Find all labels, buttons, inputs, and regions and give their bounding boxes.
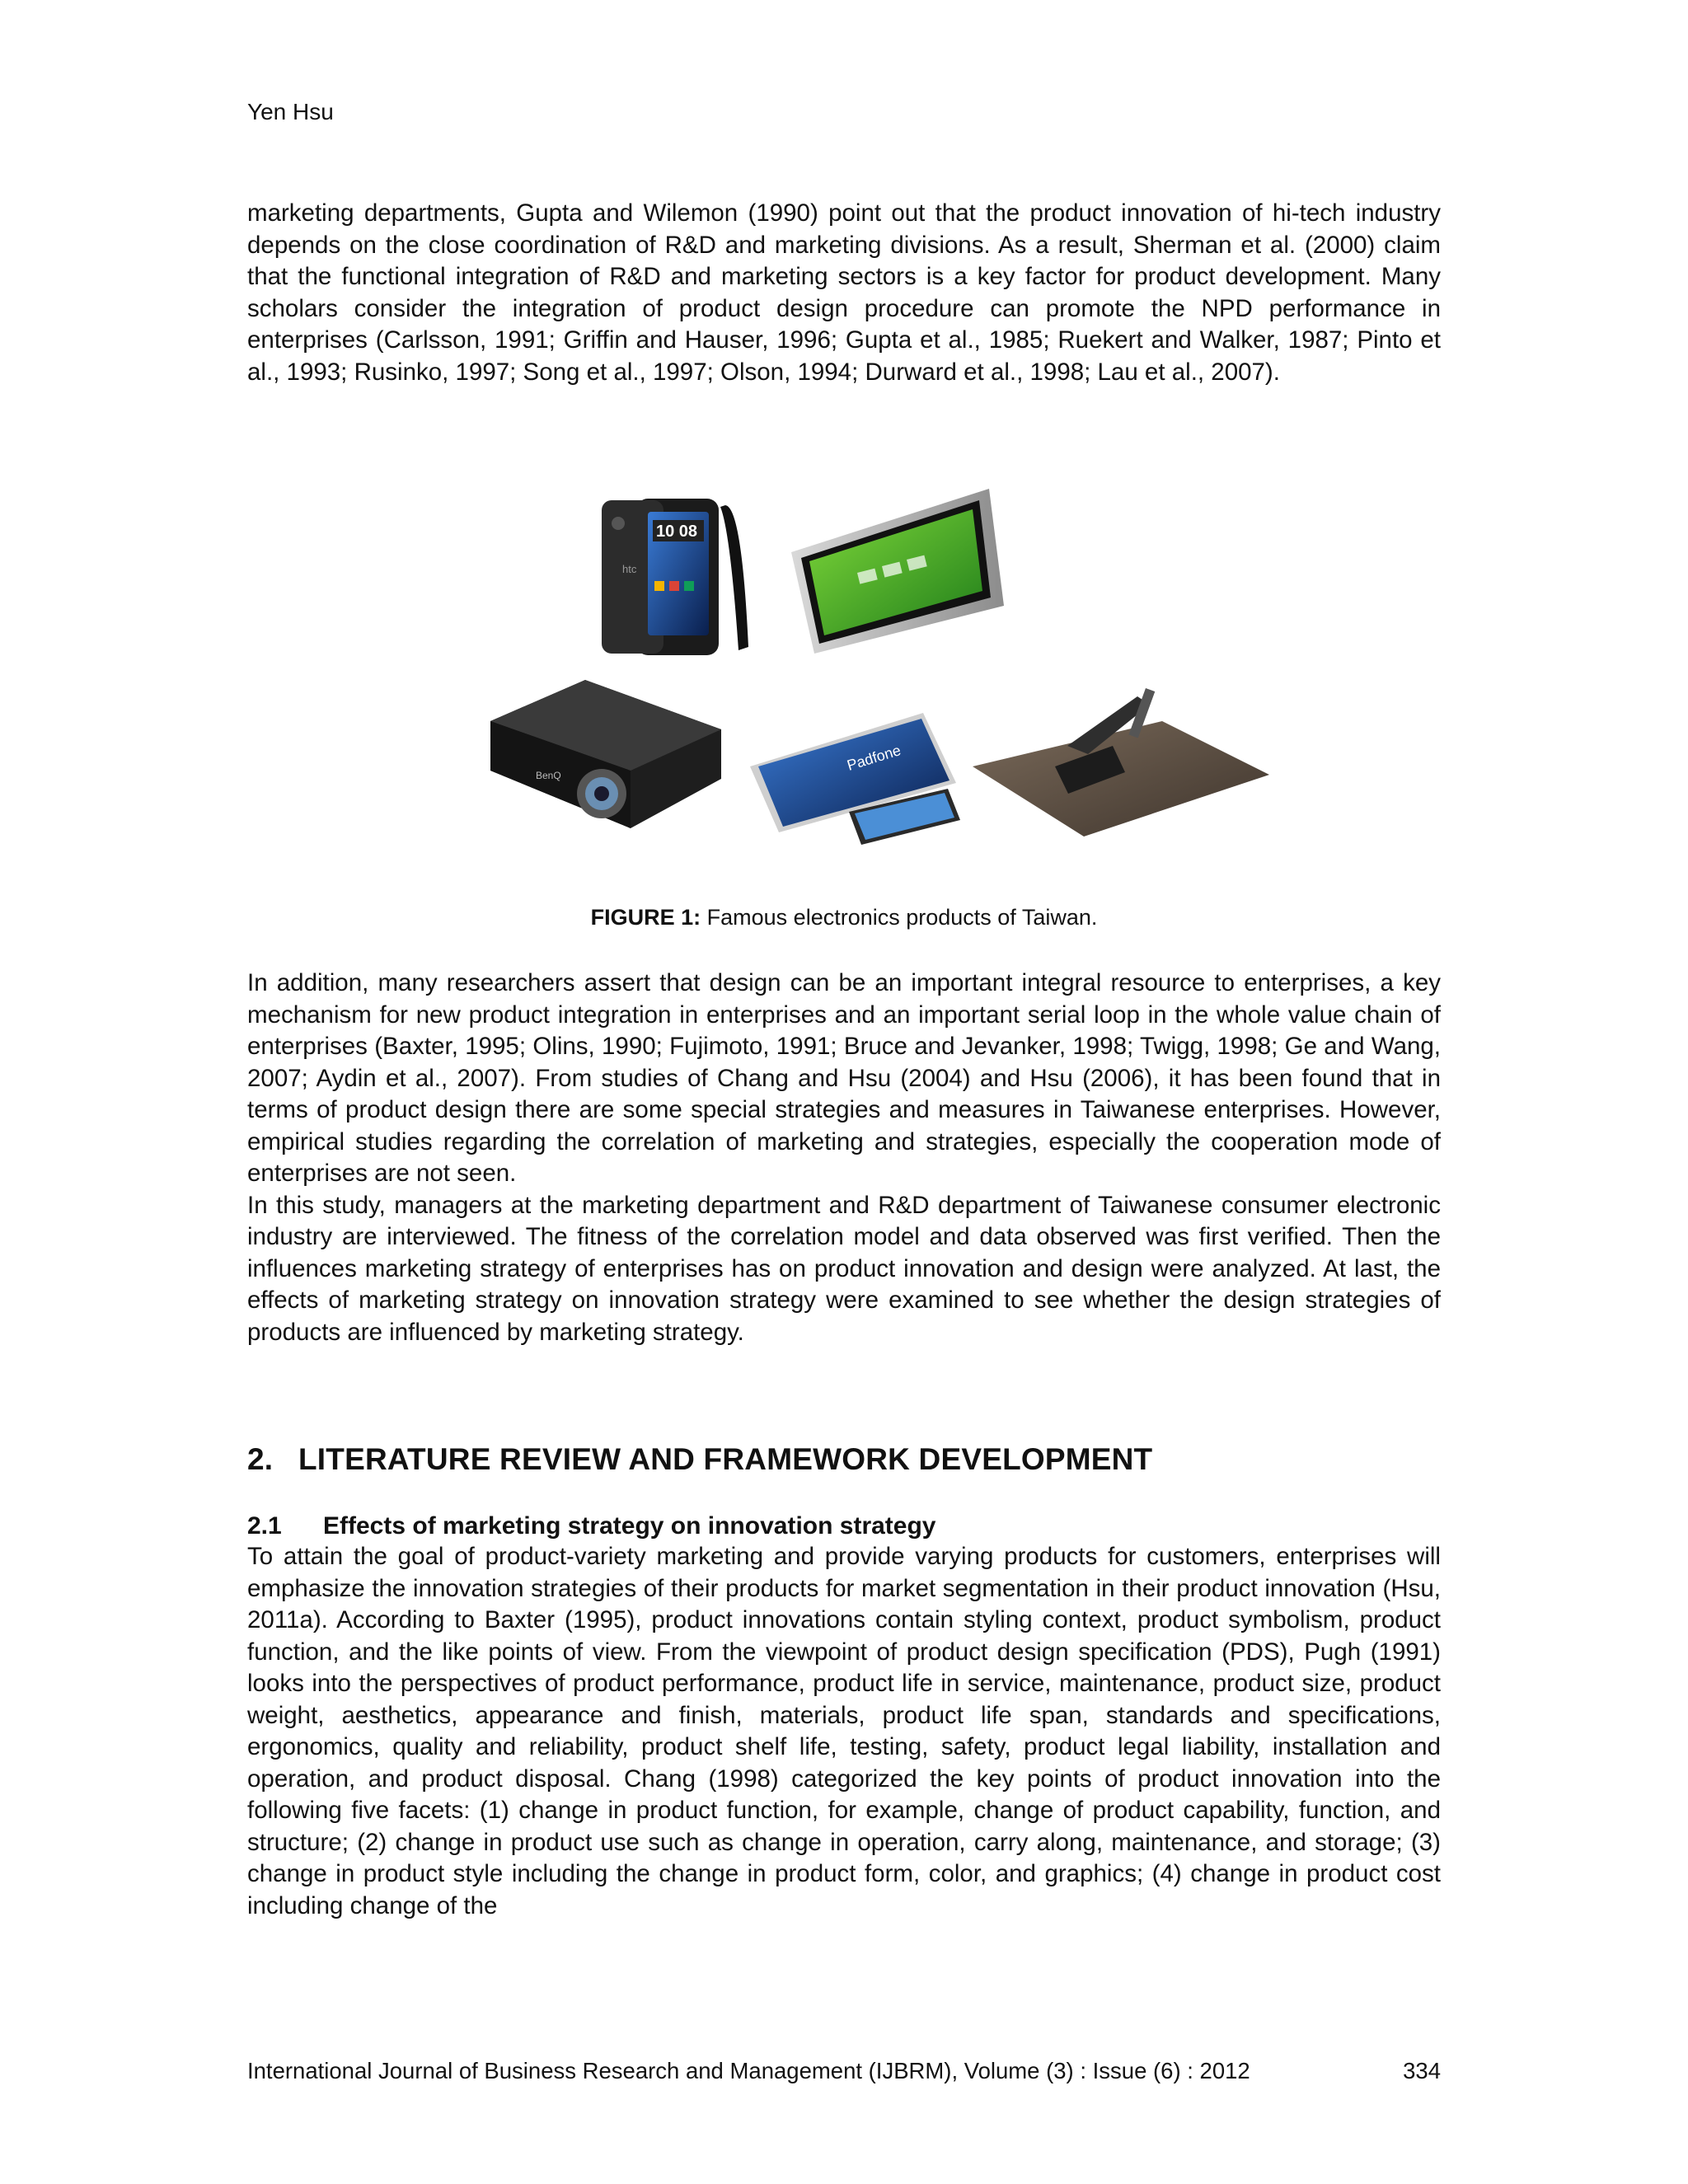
body-column-top [247,198,1441,388]
figure-caption-text: Famous electronics products of Taiwan. [701,905,1098,930]
phone-clock-text: 10 08 [656,523,698,541]
paragraph-innovation-strategy: To attain the goal of product-variety marketing and provide varying products for customers, enterprises will emphasize the innovation strategies of their products for market segmentation in their product innovation (Hsu, 2011a). According to Baxter (1995), product innovations contain styling context, product symbolism, product function, and the like points of view. From the viewpoint of product design specification (PDS), Pugh (1991) looks into the perspectives of product performance, product life in service, maintenance, product size, product weight, aesthetics, appearance and finish, materials, product life span, standards and specifications, ergonomics, quality and reliability, product shelf life, testing, safety, product legal liability, installation and operation, and product disposal. Chang (1998) categorized the key points of product innovation into the following five facets: (1) change in product function, for example, change of product capability, function, and structure; (2) change in product use such as change in operation, carry along, maintenance, and storage; (3) change in product style including the change in product form, color, and graphics; (4) change in product cost including change of the [247,1543,1441,1919]
section-title: LITERATURE REVIEW AND FRAMEWORK DEVELOPMENT [298,1442,1153,1476]
padfone-photo [750,713,960,845]
page-number: 334 [1403,2058,1441,2083]
section-heading [247,1442,1152,1477]
running-head-author: Yen Hsu [247,99,334,124]
paragraph-study-scope: In this study, managers at the marketing department and R&D department of Taiwanese consumer electronic industry are interviewed. The fitness of the correlation model and data observed was first verified. Then the influences marketing strategy of enterprises has on product innovation and design were analyzed. At last, the effects of marketing strategy on innovation strategy were examined to see whether the design strategies of products are influenced by marketing strategy. [247,1191,1441,1346]
smartphone-photo [602,499,748,655]
body-column-bottom [247,1541,1441,1922]
figure-1-image [486,482,1278,861]
footer-journal-info: International Journal of Business Research and Management (IJBRM), Volume (3) : Issue (6) : 2012 [247,2058,1250,2083]
tablet-photo [791,489,1004,654]
subsection-number: 2.1 [247,1512,282,1540]
page-footer [247,2058,1441,2084]
figure-1-caption [247,905,1441,930]
subsection-heading [247,1512,935,1540]
body-column-middle [247,968,1441,1348]
projector-photo [490,680,721,828]
paragraph-design-resource: In addition, many researchers assert that design can be an important integral resource to enterprises, a key mechanism for new product integration in enterprises and an important serial loop in the whole value chain of enterprises (Baxter, 1995; Olins, 1990; Fujimoto, 1991; Bruce and Jevanker, 1998; Twigg, 1998; Ge and Wang, 2007; Aydin et al., 2007). From studies of Chang and Hsu (2004) and Hsu (2006), it has been found that in terms of product design there are some special strategies and measures in Taiwanese enterprises. However, empirical studies regarding the correlation of marketing and strategies, especially the cooperation mode of enterprises are not seen. [247,969,1441,1187]
padfone-brand-text: Padfone [845,742,903,774]
phone-brand-text: htc [622,563,637,575]
paragraph-intro-continued: marketing departments, Gupta and Wilemon (1990) point out that the product innovation of hi-tech industry depends on the close coordination of R&D and marketing divisions. As a result, Sherman et al. (2000) claim that the functional integration of R&D and marketing sectors is a key factor for product development. Many scholars consider the integration of product design procedure can promote the NPD performance in enterprises (Carlsson, 1991; Griffin and Hauser, 1996; Gupta et al., 1985; Ruekert and Walker, 1987; Pinto et al., 1993; Rusinko, 1997; Song et al., 1997; Olson, 1994; Durward et al., 1998; Lau et al., 2007). [247,199,1441,386]
projector-brand-text: BenQ [536,770,561,781]
subsection-title: Effects of marketing strategy on innovation strategy [323,1512,936,1540]
figure-label: FIGURE 1: [590,905,701,930]
docking-station-photo [973,688,1269,837]
section-number: 2. [247,1442,274,1476]
